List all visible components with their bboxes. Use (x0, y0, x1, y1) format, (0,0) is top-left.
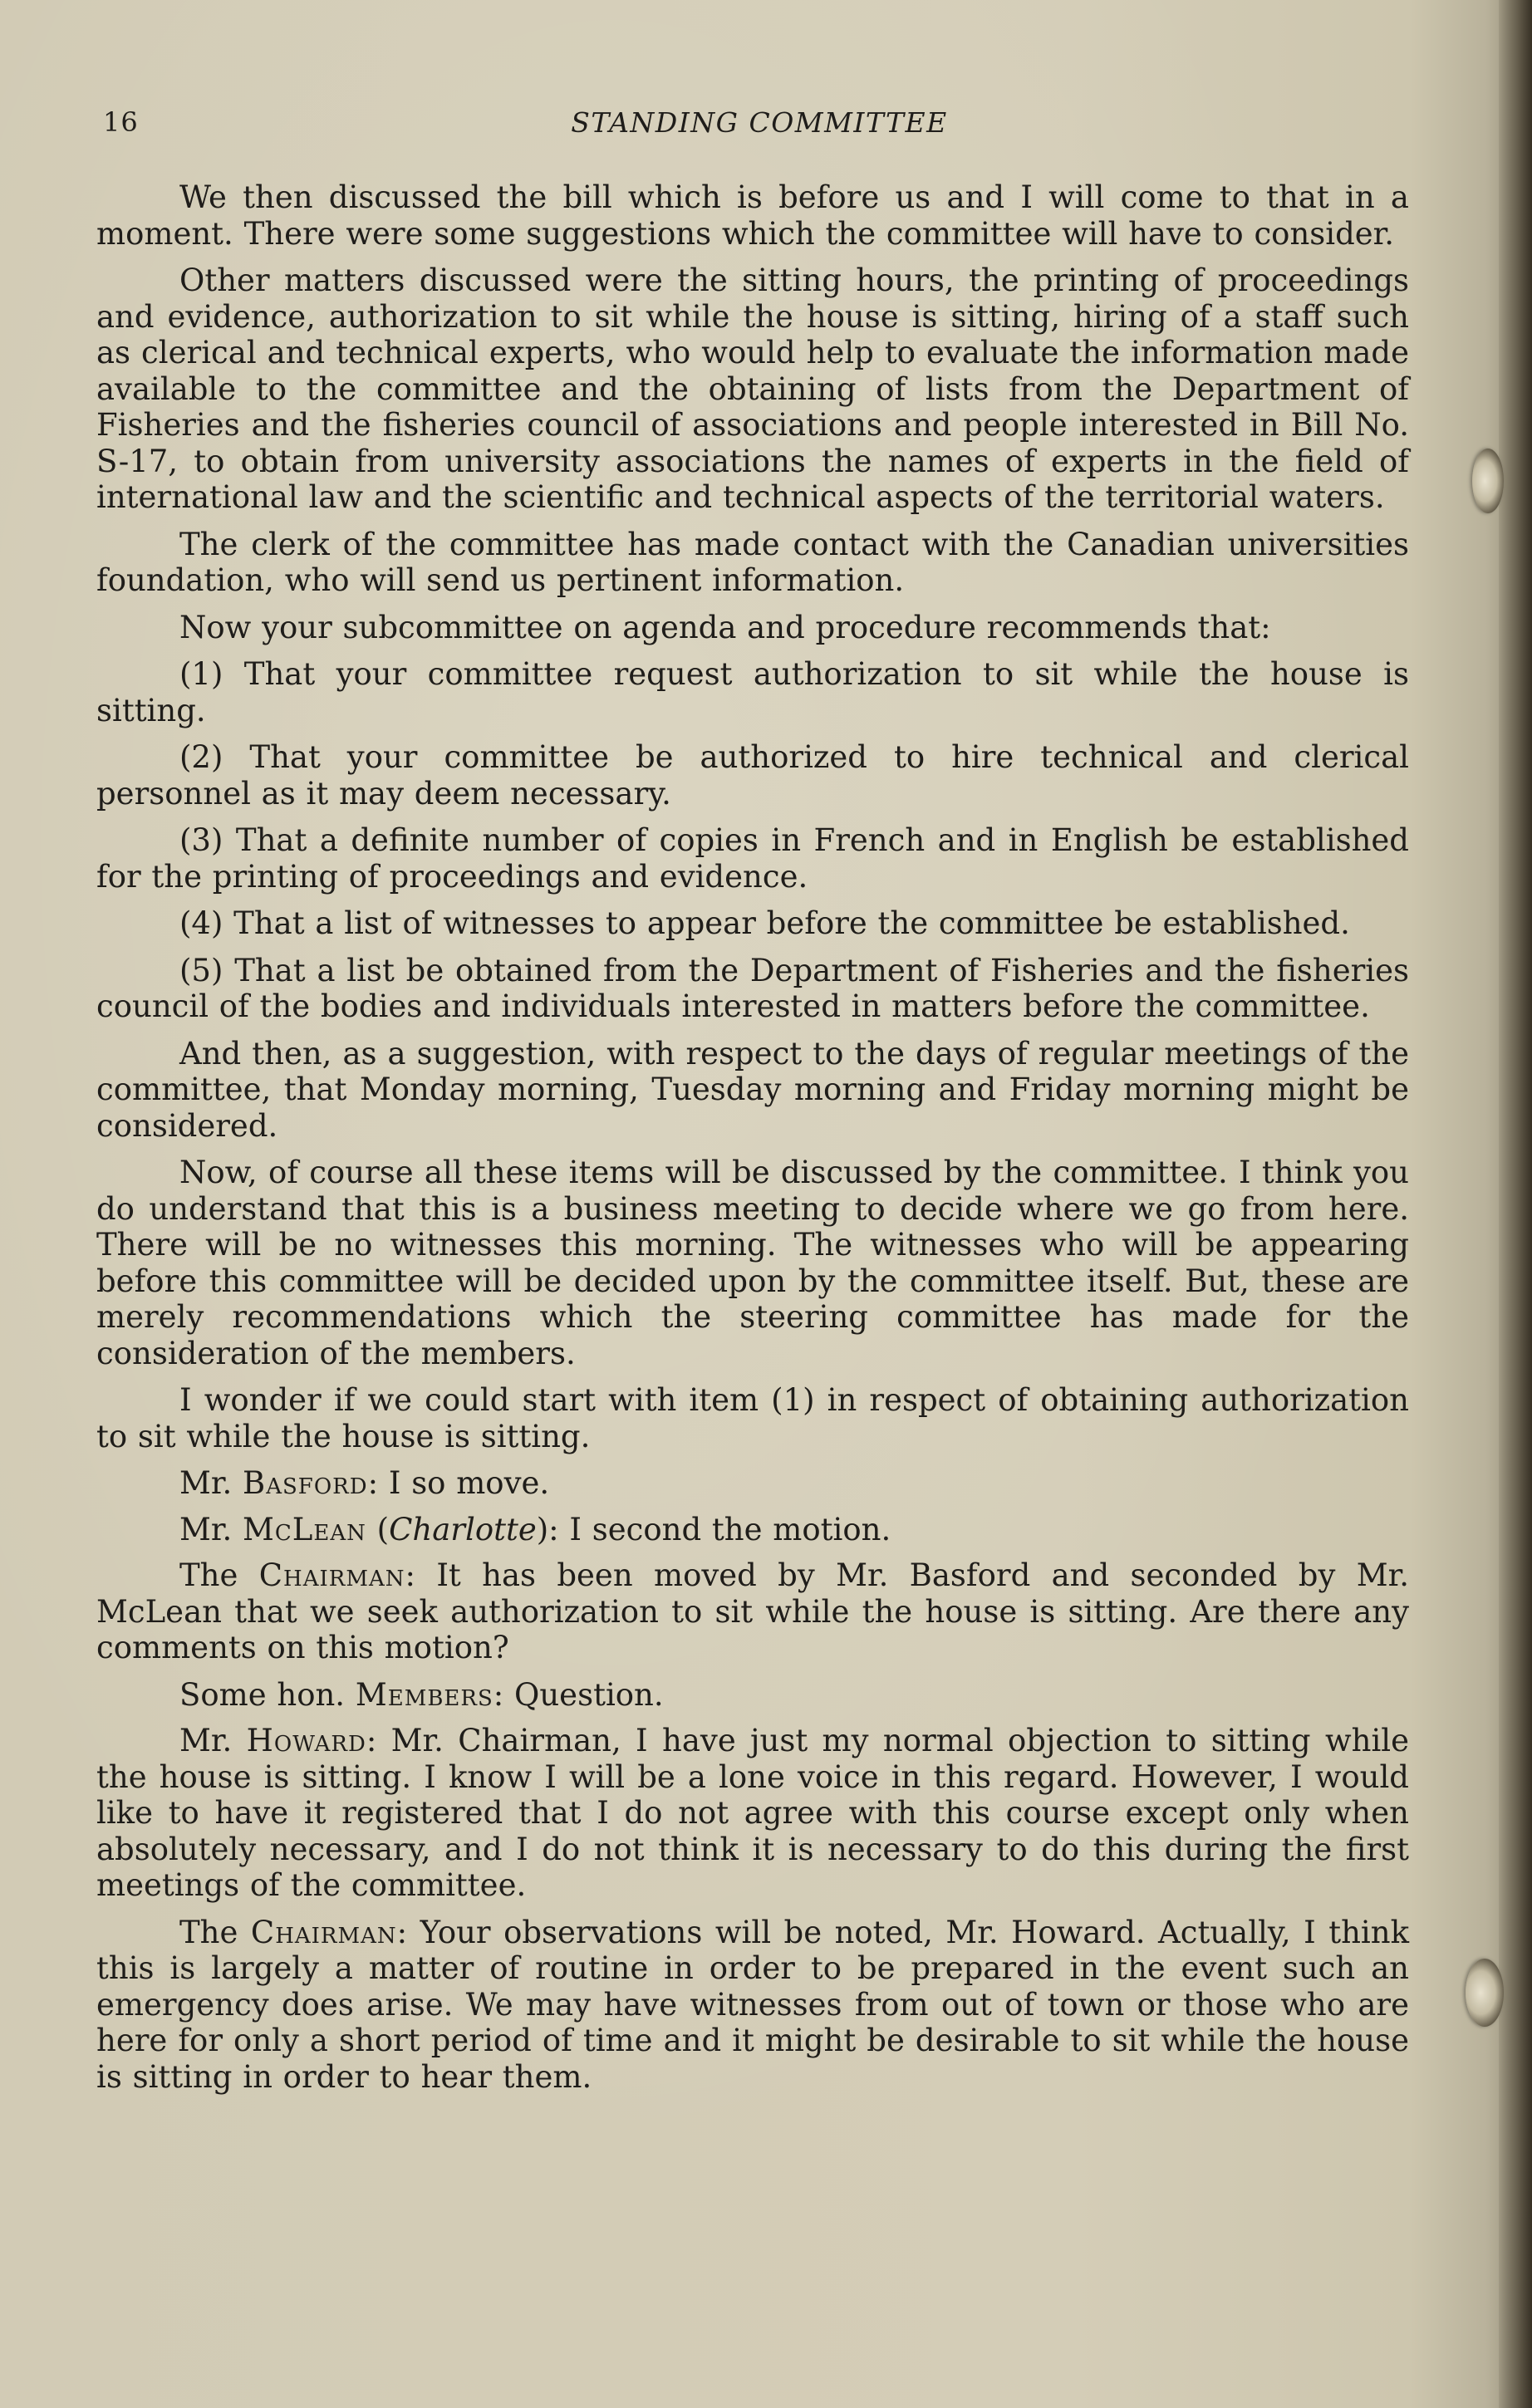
page-body (96, 179, 1409, 2106)
speech-text: : Your observations will be noted, Mr. Howard. Actually, I think this is largely a matter of routine in order to be prepared in the event such an emergency does arise. We may have witnesses from out of town or those who are here for only a short period of time and it might be desirable to sit while the house is sitting in order to hear them. (96, 1914, 1409, 2095)
speech-text: : Mr. Chairman, I have just my normal objection to sitting while the house is sitting. I know I will be a lone voice in this regard. However, I would like to have it registered that I do not agree with this course except only when absolutely necessary, and I do not think it is necessary to do this during the first meetings of the committee. (96, 1723, 1410, 1903)
recommendation-item: (5) That a list be obtained from the Department of Fisheries and the fisheries council of the bodies and individuals interested in matters before the committee. (96, 952, 1409, 1024)
speaker-prefix: The (179, 1914, 251, 1950)
speech-mclean: Mr. McLean (Charlotte): I second the motion. (179, 1511, 891, 1547)
paragraph: We then discussed the bill which is before us and I will come to that in a moment. There were some suggestions which the committee will have to consider. (96, 179, 1409, 252)
recommendation-item: (2) That your committee be authorized to hire technical and clerical personnel as it may deem necessary. (96, 739, 1409, 812)
speech-text: : Question. (493, 1676, 664, 1713)
speaker-prefix: Mr. (179, 1723, 247, 1758)
running-head: STANDING COMMITTEE (571, 106, 948, 139)
speaker-prefix: Mr. (179, 1465, 243, 1501)
speech-text: : It has been moved by Mr. Basford and seconded by Mr. McLean that we seek authorization to sit while the house is sitting. Are there any comments on this motion? (96, 1557, 1410, 1665)
speech-basford (96, 1465, 1409, 1502)
binding-gutter (1499, 0, 1532, 2408)
speaker-name: Members (355, 1676, 493, 1713)
recommendation-item: (4) That a list of witnesses to appear before the committee be established. (179, 905, 1350, 941)
speaker-name: Basford (243, 1465, 368, 1501)
paragraph: The clerk of the committee has made contact with the Canadian universities foundation, who will send us pertinent information. (96, 526, 1409, 598)
recommendation-item: (3) That a definite number of copies in French and in English be established for the printing of proceedings and evidence. (96, 822, 1409, 895)
speech-members (96, 1677, 1409, 1714)
page-number: 16 (103, 106, 139, 138)
speech-chairman (96, 1915, 1409, 2096)
recommendation-item: (1) That your committee request authorization to sit while the house is sitting. (96, 656, 1409, 728)
speaker-prefix: The (179, 1557, 259, 1593)
speaker-name: Chairman (250, 1914, 397, 1950)
speaker-name: McLean (243, 1511, 366, 1547)
binder-ring-bottom (1466, 1959, 1504, 2027)
speaker-prefix: Some hon. (179, 1676, 356, 1713)
paragraph: Other matters discussed were the sitting hours, the printing of proceedings and evidence, authorization to sit while the house is sitting, hiring of a staff such as clerical and technical experts, who would help to evaluate the information made available to the committee and the obtaining of lists from the Department of Fisheries and the fisheries council of associations and people interested in Bill No. S-17, to obtain from university associations the names of experts in the field of international law and the scientific and technical aspects of the territorial waters. (96, 262, 1409, 515)
speech-text: : I second the motion. (548, 1511, 891, 1547)
speech-howard (96, 1723, 1409, 1904)
speaker-prefix: Mr. (179, 1511, 243, 1547)
speaker-riding: Charlotte (389, 1511, 537, 1547)
speaker-name: Chairman (258, 1557, 405, 1593)
speaker-name: Howard (246, 1723, 366, 1758)
paragraph: Now, of course all these items will be discussed by the committee. I think you do understand that this is a business meeting to decide where we go from here. There will be no witnesses this morning. The witnesses who will be appearing before this committee will be decided upon by the committee itself. But, these are merely recommendations which the steering committee has made for the consideration of the members. (96, 1155, 1409, 1371)
page-header (103, 106, 1416, 140)
speech-text: : I so move. (367, 1465, 550, 1501)
binder-ring-top (1472, 449, 1504, 513)
paragraph: I wonder if we could start with item (1) in respect of obtaining authorization to sit while the house is sitting. (96, 1382, 1409, 1454)
paragraph: Now your subcommittee on agenda and procedure recommends that: (179, 609, 1271, 645)
speech-chairman (96, 1557, 1409, 1666)
paragraph: And then, as a suggestion, with respect to the days of regular meetings of the committee, that Monday morning, Tuesday morning and Friday morning might be considered. (96, 1035, 1409, 1144)
